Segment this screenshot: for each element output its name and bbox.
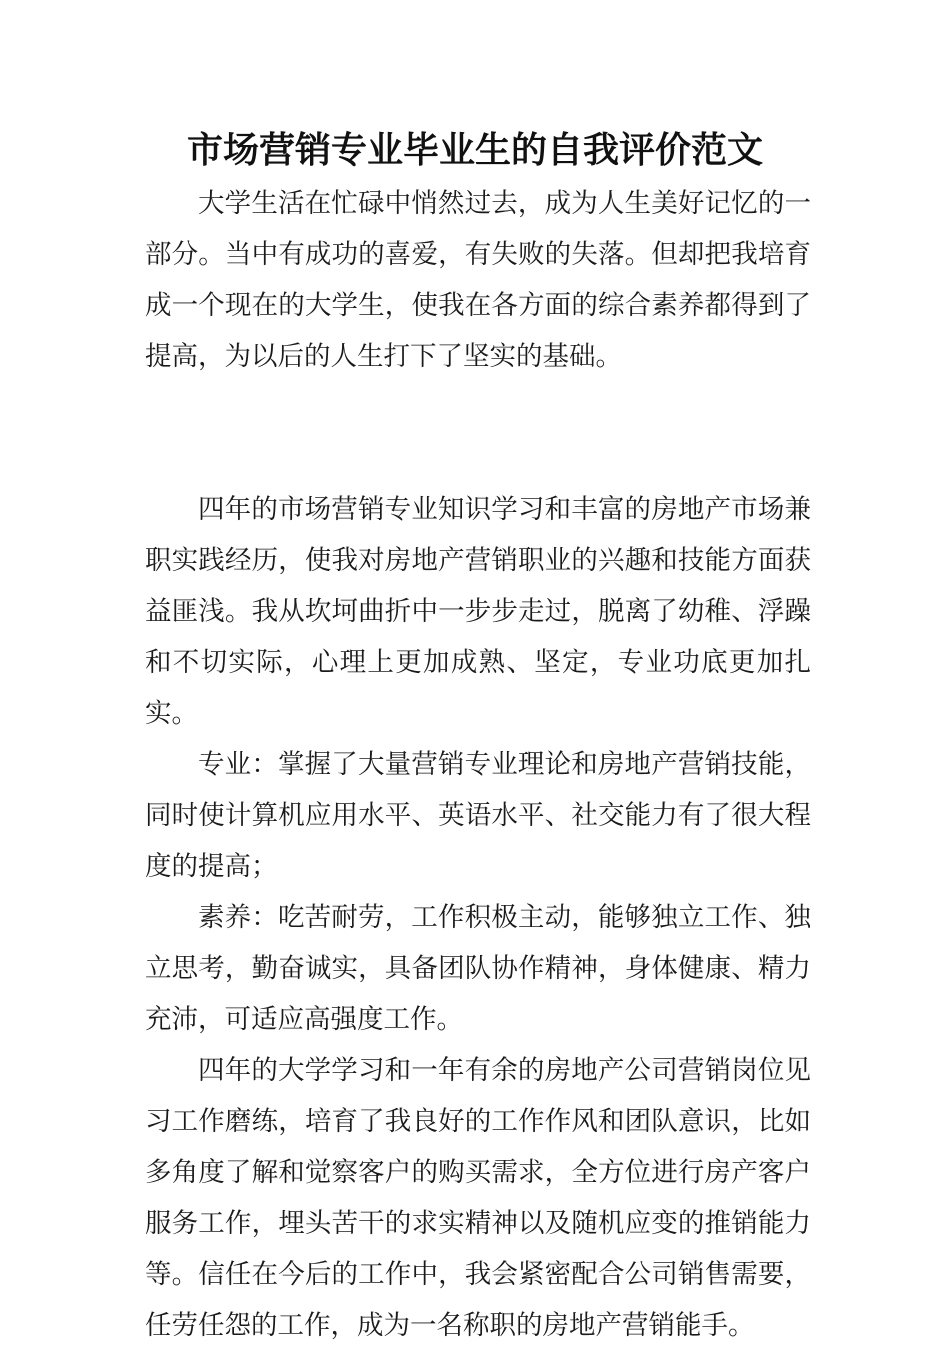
document-title: 市场营销专业毕业生的自我评价范文: [186, 130, 763, 171]
document-body: [145, 178, 811, 1351]
paragraph-4: 素养：吃苦耐劳，工作积极主动，能够独立工作、独立思考，勤奋诚实，具备团队协作精神，身体健康、精力充沛，可适应高强度工作。: [145, 902, 811, 1035]
paragraph-spacer: [145, 382, 811, 484]
paragraph-5: 四年的大学学习和一年有余的房地产公司营销岗位见习工作磨练，培育了我良好的工作作风和团队意识，比如多角度了解和觉察客户的购买需求，全方位进行房产客户服务工作，埋头苦干的求实精神以及随机应变的推销能力等。信任在今后的工作中，我会紧密配合公司销售需要，任劳任怨的工作，成为一名称职的房地产营销能手。: [145, 1055, 811, 1341]
paragraph-3: 专业：掌握了大量营销专业理论和房地产营销技能，同时使计算机应用水平、英语水平、社交能力有了很大程度的提高；: [145, 749, 811, 882]
paragraph-1: 大学生活在忙碌中悄然过去，成为人生美好记忆的一部分。当中有成功的喜爱，有失败的失落。但却把我培育成一个现在的大学生，使我在各方面的综合素养都得到了提高，为以后的人生打下了坚实的基础。: [145, 188, 811, 372]
paragraph-2: 四年的市场营销专业知识学习和丰富的房地产市场兼职实践经历，使我对房地产营销职业的兴趣和技能方面获益匪浅。我从坎坷曲折中一步步走过，脱离了幼稚、浮躁和不切实际，心理上更加成熟、坚定，专业功底更加扎实。: [145, 494, 811, 729]
